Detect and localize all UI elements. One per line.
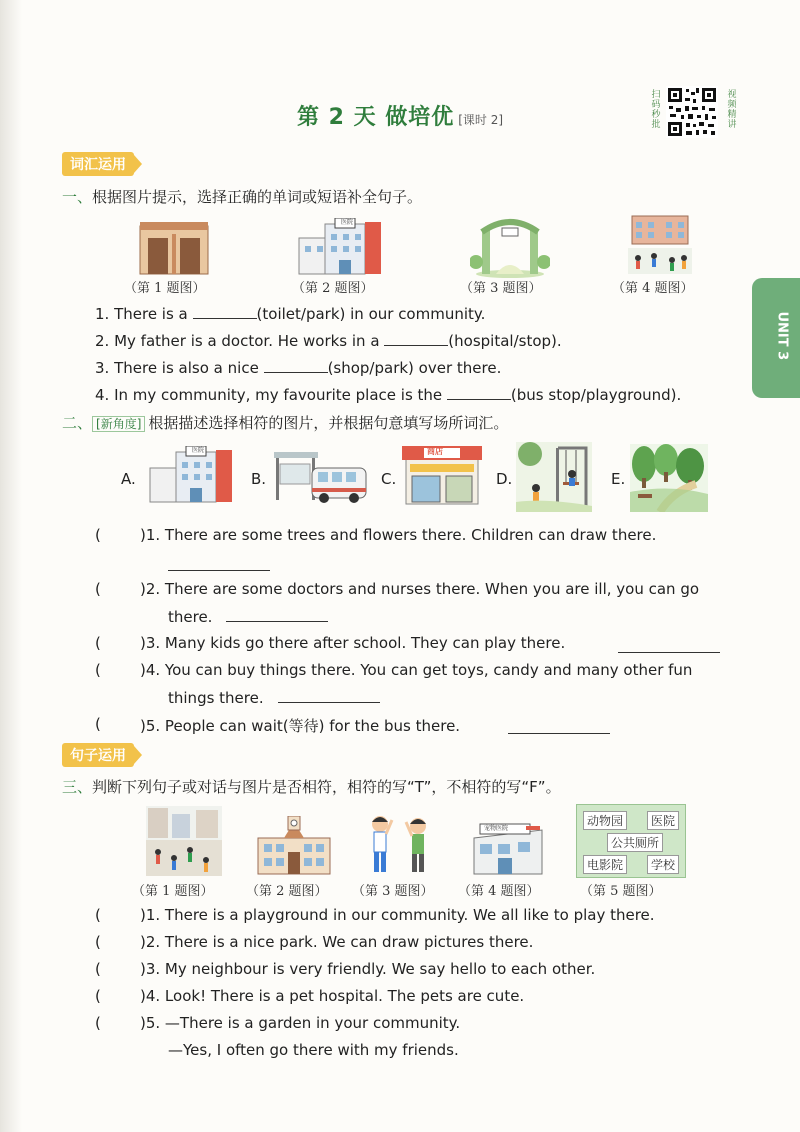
option-d-label: D. [496, 470, 513, 488]
s2-item-4-cont [168, 688, 380, 707]
item-text: (toilet/park) in our community. [256, 305, 486, 323]
answer-paren-1[interactable]: ( [95, 526, 101, 544]
lesson-badge: [课时 2] [458, 113, 504, 127]
item-text: (hospital/stop). [448, 332, 562, 350]
s3-item-3: )3. My neighbour is very friendly. We say hello to each other. [140, 960, 596, 978]
answer-paren-7[interactable]: ( [95, 933, 101, 951]
caption-s1-1: （第 1 题图） [124, 281, 206, 296]
heading-number: 三、 [62, 778, 93, 796]
option-b-bus-stop-image [272, 450, 368, 504]
item-text: 4. In my community, my favourite place is the [95, 386, 447, 404]
s2-item-1: )1. There are some trees and flowers there. Children can draw there. [140, 526, 657, 544]
item-text: 2. My father is a doctor. He works in a [95, 332, 385, 350]
section2-heading [62, 412, 508, 433]
answer-paren-4[interactable]: ( [95, 661, 101, 679]
caption-s3-4: （第 4 题图） [458, 884, 540, 899]
s2-item-4: )4. You can buy things there. You can get toys, candy and many other fun [140, 661, 693, 679]
item-text: 1. There is a [95, 305, 193, 323]
heading-number: 二、 [62, 414, 93, 432]
option-a-sign-text: 医院 [192, 447, 205, 454]
hospital-image [295, 218, 385, 276]
answer-blank[interactable] [618, 638, 720, 653]
option-c-label: C. [381, 470, 397, 488]
heading-number: 一、 [62, 188, 93, 206]
answer-blank[interactable] [193, 304, 257, 319]
new-angle-tag: [新角度] [92, 416, 145, 432]
s3-item-5: )5. —There is a garden in your community. [140, 1014, 461, 1032]
answer-paren-2[interactable]: ( [95, 580, 101, 598]
hospital-sign-text: 医院 [341, 219, 354, 226]
unit-side-tab [752, 278, 800, 398]
sign-hospital: 医院 [647, 811, 679, 830]
s2-item-2-cont [168, 607, 328, 626]
title-text: 第 2 天 做培优 [296, 105, 455, 130]
option-b-label: B. [251, 470, 267, 488]
s1-item-4 [95, 385, 681, 404]
s3-item-4: )4. Look! There is a pet hospital. The pets are cute. [140, 987, 525, 1005]
s1-item-2 [95, 331, 562, 350]
s3-item-1: )1. There is a playground in our community. We all like to play there. [140, 906, 655, 924]
option-a-hospital-image [146, 446, 236, 504]
sign-public-toilet: 公共厕所 [607, 833, 663, 852]
s1-item-1 [95, 304, 485, 323]
sign-cinema: 电影院 [583, 855, 627, 874]
item-text: (shop/park) over there. [327, 359, 502, 377]
answer-paren-6[interactable]: ( [95, 906, 101, 924]
s3-neighbours-image [362, 814, 438, 876]
s2-item-2: )2. There are some doctors and nurses there. When you are ill, you can go [140, 580, 700, 598]
caption-s3-3: （第 3 题图） [352, 884, 434, 899]
answer-blank[interactable] [384, 331, 448, 346]
section-tag-vocab: 词汇运用 [62, 152, 134, 176]
s2-item-3: )3. Many kids go there after school. They can play there. [140, 634, 566, 652]
answer-paren-3[interactable]: ( [95, 634, 101, 652]
binding-edge [0, 0, 22, 1132]
heading-text: 判断下列句子或对话与图片是否相符，相符的写“T”，不相符的写“F”。 [92, 778, 561, 796]
caption-s3-2: （第 2 题图） [246, 884, 328, 899]
option-e-park-image [630, 444, 708, 512]
caption-s1-4: （第 4 题图） [612, 281, 694, 296]
park-gate-image [470, 216, 550, 278]
section1-heading [62, 186, 422, 207]
item-text: (bus stop/playground). [510, 386, 682, 404]
option-d-playground-image [516, 442, 592, 512]
option-c-shop-sign-text: 商店 [427, 447, 443, 456]
heading-text: 根据描述选择相符的图片，并根据句意填写场所词汇。 [148, 414, 509, 432]
toilet-building-image [138, 220, 210, 276]
heading-text: 根据图片提示，选择正确的单词或短语补全句子。 [92, 188, 423, 206]
answer-blank[interactable] [278, 688, 380, 703]
s3-school-image [254, 816, 334, 876]
answer-blank[interactable] [447, 385, 511, 400]
s3-playground-image [146, 806, 222, 876]
qr-code-block [650, 86, 742, 138]
item-text: 3. There is also a nice [95, 359, 264, 377]
answer-blank[interactable] [168, 556, 270, 571]
s3-pet-hospital-sign-text: 宠物医院 [484, 825, 509, 832]
answer-paren-8[interactable]: ( [95, 960, 101, 978]
s3-item-5-reply: —Yes, I often go there with my friends. [168, 1041, 459, 1059]
answer-paren-10[interactable]: ( [95, 1014, 101, 1032]
item-text: things there. [168, 689, 264, 707]
caption-s1-2: （第 2 题图） [292, 281, 374, 296]
sign-zoo: 动物园 [583, 811, 627, 830]
caption-s1-3: （第 3 题图） [460, 281, 542, 296]
qr-right-label: 视频精讲 [727, 90, 737, 130]
caption-s3-5: （第 5 题图） [580, 884, 662, 899]
s3-signs-board [576, 804, 686, 878]
answer-paren-9[interactable]: ( [95, 987, 101, 1005]
unit-label: UNIT 3 [774, 311, 790, 361]
answer-paren-5[interactable]: ( [95, 715, 101, 733]
answer-blank[interactable] [508, 719, 610, 734]
s1-item-3 [95, 358, 501, 377]
section3-heading [62, 776, 561, 797]
sign-school: 学校 [647, 855, 679, 874]
answer-blank[interactable] [264, 358, 328, 373]
option-a-label: A. [121, 470, 136, 488]
option-e-label: E. [611, 470, 626, 488]
playground-image [628, 214, 692, 276]
s3-item-2: )2. There is a nice park. We can draw pictures there. [140, 933, 534, 951]
s2-item-5: )5. People can wait(等待) for the bus there. [140, 717, 461, 735]
qr-left-label: 扫码秒批 [651, 90, 661, 130]
section-tag-sentence: 句子运用 [62, 743, 134, 767]
caption-s3-1: （第 1 题图） [132, 884, 214, 899]
qr-code-icon [666, 86, 718, 138]
answer-blank[interactable] [226, 607, 328, 622]
item-text: there. [168, 608, 213, 626]
